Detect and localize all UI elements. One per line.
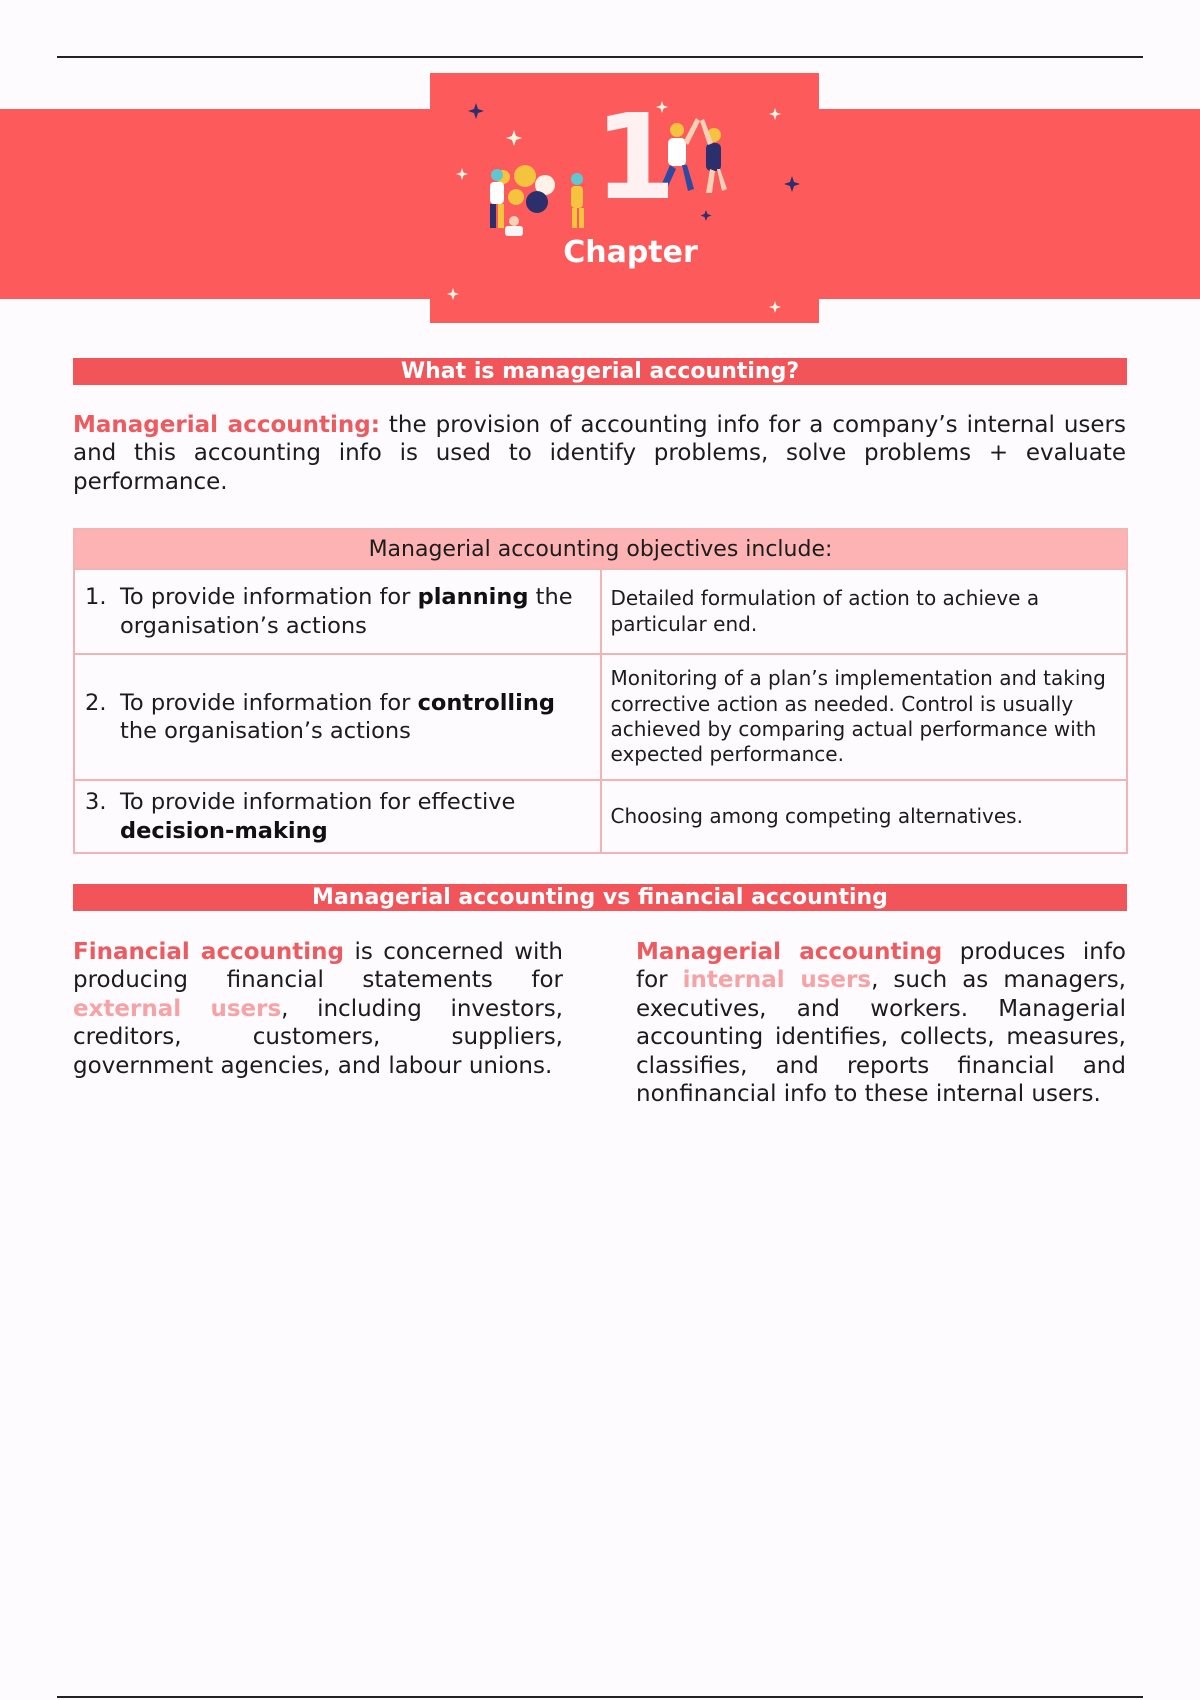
sparkle-icon <box>456 168 468 180</box>
objective-cell <box>74 569 601 654</box>
top-rule <box>57 56 1143 58</box>
star-icon <box>701 210 712 221</box>
chapter-banner <box>430 73 819 323</box>
puzzle-team-icon <box>490 165 584 236</box>
managerial-accounting-paragraph <box>636 938 1126 1108</box>
chapter-label: Chapter <box>563 235 698 270</box>
objective-keyword: planning <box>417 584 529 610</box>
objective-text: the organisation’s actions <box>120 718 411 744</box>
definition-term: Managerial accounting: <box>73 412 380 438</box>
star-icon <box>468 103 484 119</box>
financial-text: , including investors, creditors, customers, suppliers, government agencies, and labour unions. <box>73 995 563 1079</box>
financial-text: is concerned with producing financial statements for <box>73 939 563 994</box>
sparkle-icon <box>769 301 781 313</box>
objective-description: Monitoring of a plan’s implementation and taking corrective action as needed. Control is usually achieved by comparing actual performance with expected performance. <box>601 654 1128 780</box>
external-users-term: external users <box>73 995 282 1022</box>
sparkle-icon <box>769 108 781 120</box>
definition-paragraph <box>73 411 1126 496</box>
bottom-rule <box>57 1696 1143 1698</box>
objective-text: To provide information for <box>120 584 418 610</box>
objective-text: the organisation’s actions <box>120 584 573 639</box>
objective-number: 2. <box>85 689 107 716</box>
managerial-text: produces info for <box>636 939 1126 994</box>
managerial-term: Managerial accounting <box>636 939 943 965</box>
financial-accounting-paragraph <box>73 938 563 1080</box>
objective-keyword: decision-making <box>120 817 328 844</box>
table-row <box>74 654 1127 780</box>
chapter-number: 1 <box>593 88 677 226</box>
objective-description: Choosing among competing alternatives. <box>601 780 1128 853</box>
objective-description: Detailed formulation of action to achieve a particular end. <box>601 569 1128 654</box>
objective-text: To provide information for effective <box>120 789 516 815</box>
section-title-vs: Managerial accounting vs financial accounting <box>73 884 1127 911</box>
table-row <box>74 569 1127 654</box>
managerial-text: , such as managers, executives, and workers. Managerial accounting identifies, collects, measures, classifies, and reports financial and nonfinancial info to these internal users. <box>636 967 1126 1108</box>
objective-number: 1. <box>85 584 107 610</box>
financial-term: Financial accounting <box>73 939 344 965</box>
table-row <box>74 780 1127 853</box>
definition-text: the provision of accounting info for a company’s internal users and this accounting info is used to identify problems, solve problems + evaluate performance. <box>73 412 1126 495</box>
objective-keyword: controlling <box>417 689 555 716</box>
objective-text: To provide information for <box>120 689 418 716</box>
sparkle-icon <box>447 288 459 300</box>
objective-cell <box>74 780 601 853</box>
objective-cell <box>74 654 601 780</box>
objectives-table-header: Managerial accounting objectives include: <box>74 529 1127 569</box>
objective-number: 3. <box>85 789 107 815</box>
section-title-what-is: What is managerial accounting? <box>73 358 1127 385</box>
sparkle-icon <box>506 130 522 146</box>
objectives-table <box>73 528 1128 854</box>
internal-users-term: internal users <box>682 967 872 994</box>
star-icon <box>784 176 800 192</box>
